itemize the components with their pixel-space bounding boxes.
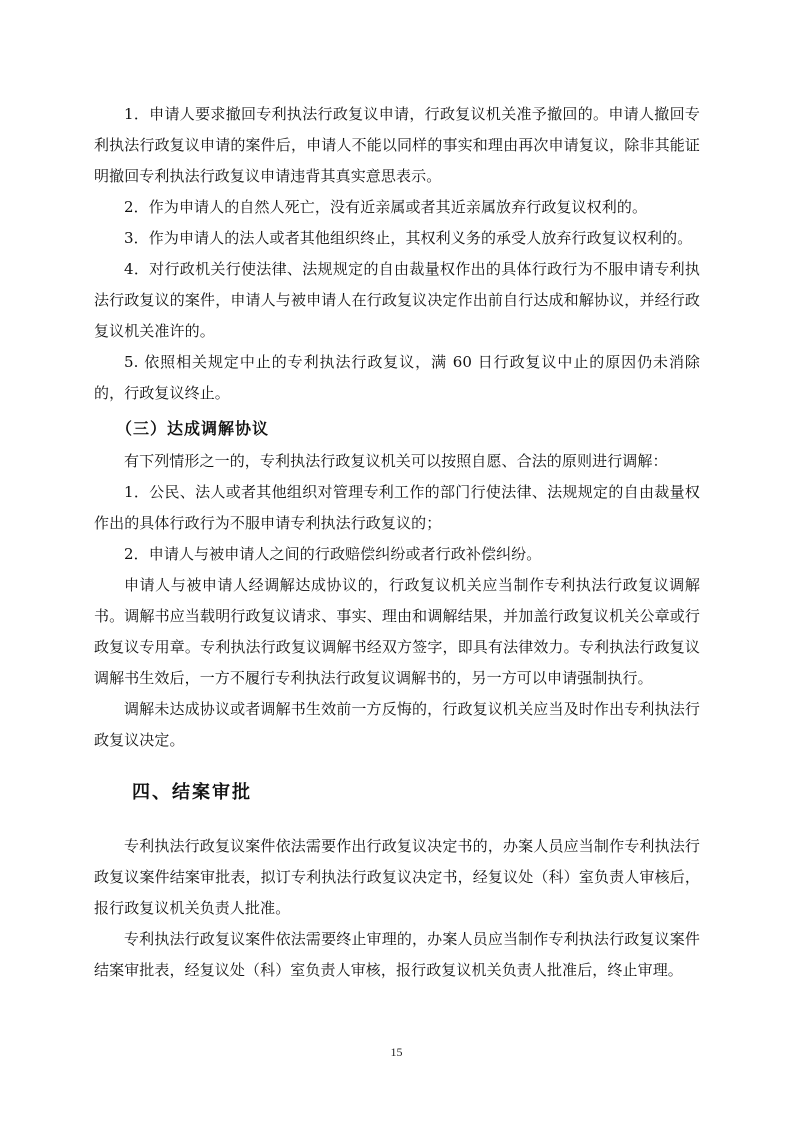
mediation-item-1: 1．公民、法人或者其他组织对管理专利工作的部门行使法律、法规规定的自由裁量权作出的具体行政行为不服申请专利执法行政复议的；	[94, 483, 700, 532]
closing-paragraph-2: 专利执法行政复议案件依法需要终止审理的，办案人员应当制作专利执法行政复议案件结案审批表，经复议处（科）室负责人审核，报行政复议机关负责人批准后，终止审理。	[94, 930, 700, 979]
mediation-item-2: 2．申请人与被申请人之间的行政赔偿纠纷或者行政补偿纠纷。	[124, 545, 542, 563]
mediation-paragraph-2: 调解未达成协议或者调解书生效前一方反悔的，行政复议机关应当及时作出专利执法行政复议决定。	[94, 700, 700, 749]
termination-item-3: 3．作为申请人的法人或者其他组织终止，其权利义务的承受人放弃行政复议权利的。	[124, 229, 693, 247]
termination-item-5: 5. 依照相关规定中止的专利执法行政复议，满 60 日行政复议中止的原因仍未消除的，行政复议终止。	[94, 353, 700, 402]
mediation-paragraph-1: 申请人与被申请人经调解达成协议的，行政复议机关应当制作专利执法行政复议调解书。调解书应当载明行政复议请求、事实、理由和调解结果，并加盖行政复议机关公章或行政复议专用章。专利执法行政复议调解书经双方签字，即具有法律效力。专利执法行政复议调解书生效后，一方不履行专利执法行政复议调解书的，另一方可以申请强制执行。	[94, 576, 700, 687]
mediation-intro: 有下列情形之一的，专利执法行政复议机关可以按照自愿、合法的原则进行调解：	[124, 452, 668, 470]
closing-paragraph-1: 专利执法行政复议案件依法需要作出行政复议决定书的，办案人员应当制作专利执法行政复议案件结案审批表，拟订专利执法行政复议决定书，经复议处（科）室负责人审核后，报行政复议机关负责人批准。	[94, 837, 700, 917]
mediation-heading: （三）达成调解协议	[116, 419, 270, 438]
termination-item-1: 1．申请人要求撤回专利执法行政复议申请，行政复议机关准予撤回的。申请人撤回专利执法行政复议申请的案件后，申请人不能以同样的事实和理由再次申请复议，除非其能证明撤回专利执法行政复议申请违背其真实意思表示。	[94, 105, 700, 185]
page-content	[94, 99, 700, 986]
termination-item-4: 4．对行政机关行使法律、法规规定的自由裁量权作出的具体行政行为不服申请专利执法行政复议的案件，申请人与被申请人在行政复议决定作出前自行达成和解协议，并经行政复议机关准许的。	[94, 260, 700, 340]
termination-item-2: 2．作为申请人的自然人死亡，没有近亲属或者其近亲属放弃行政复议权利的。	[124, 198, 648, 216]
closing-approval-heading: 四、结案审批	[132, 782, 252, 803]
page-number: 15	[390, 1045, 403, 1059]
